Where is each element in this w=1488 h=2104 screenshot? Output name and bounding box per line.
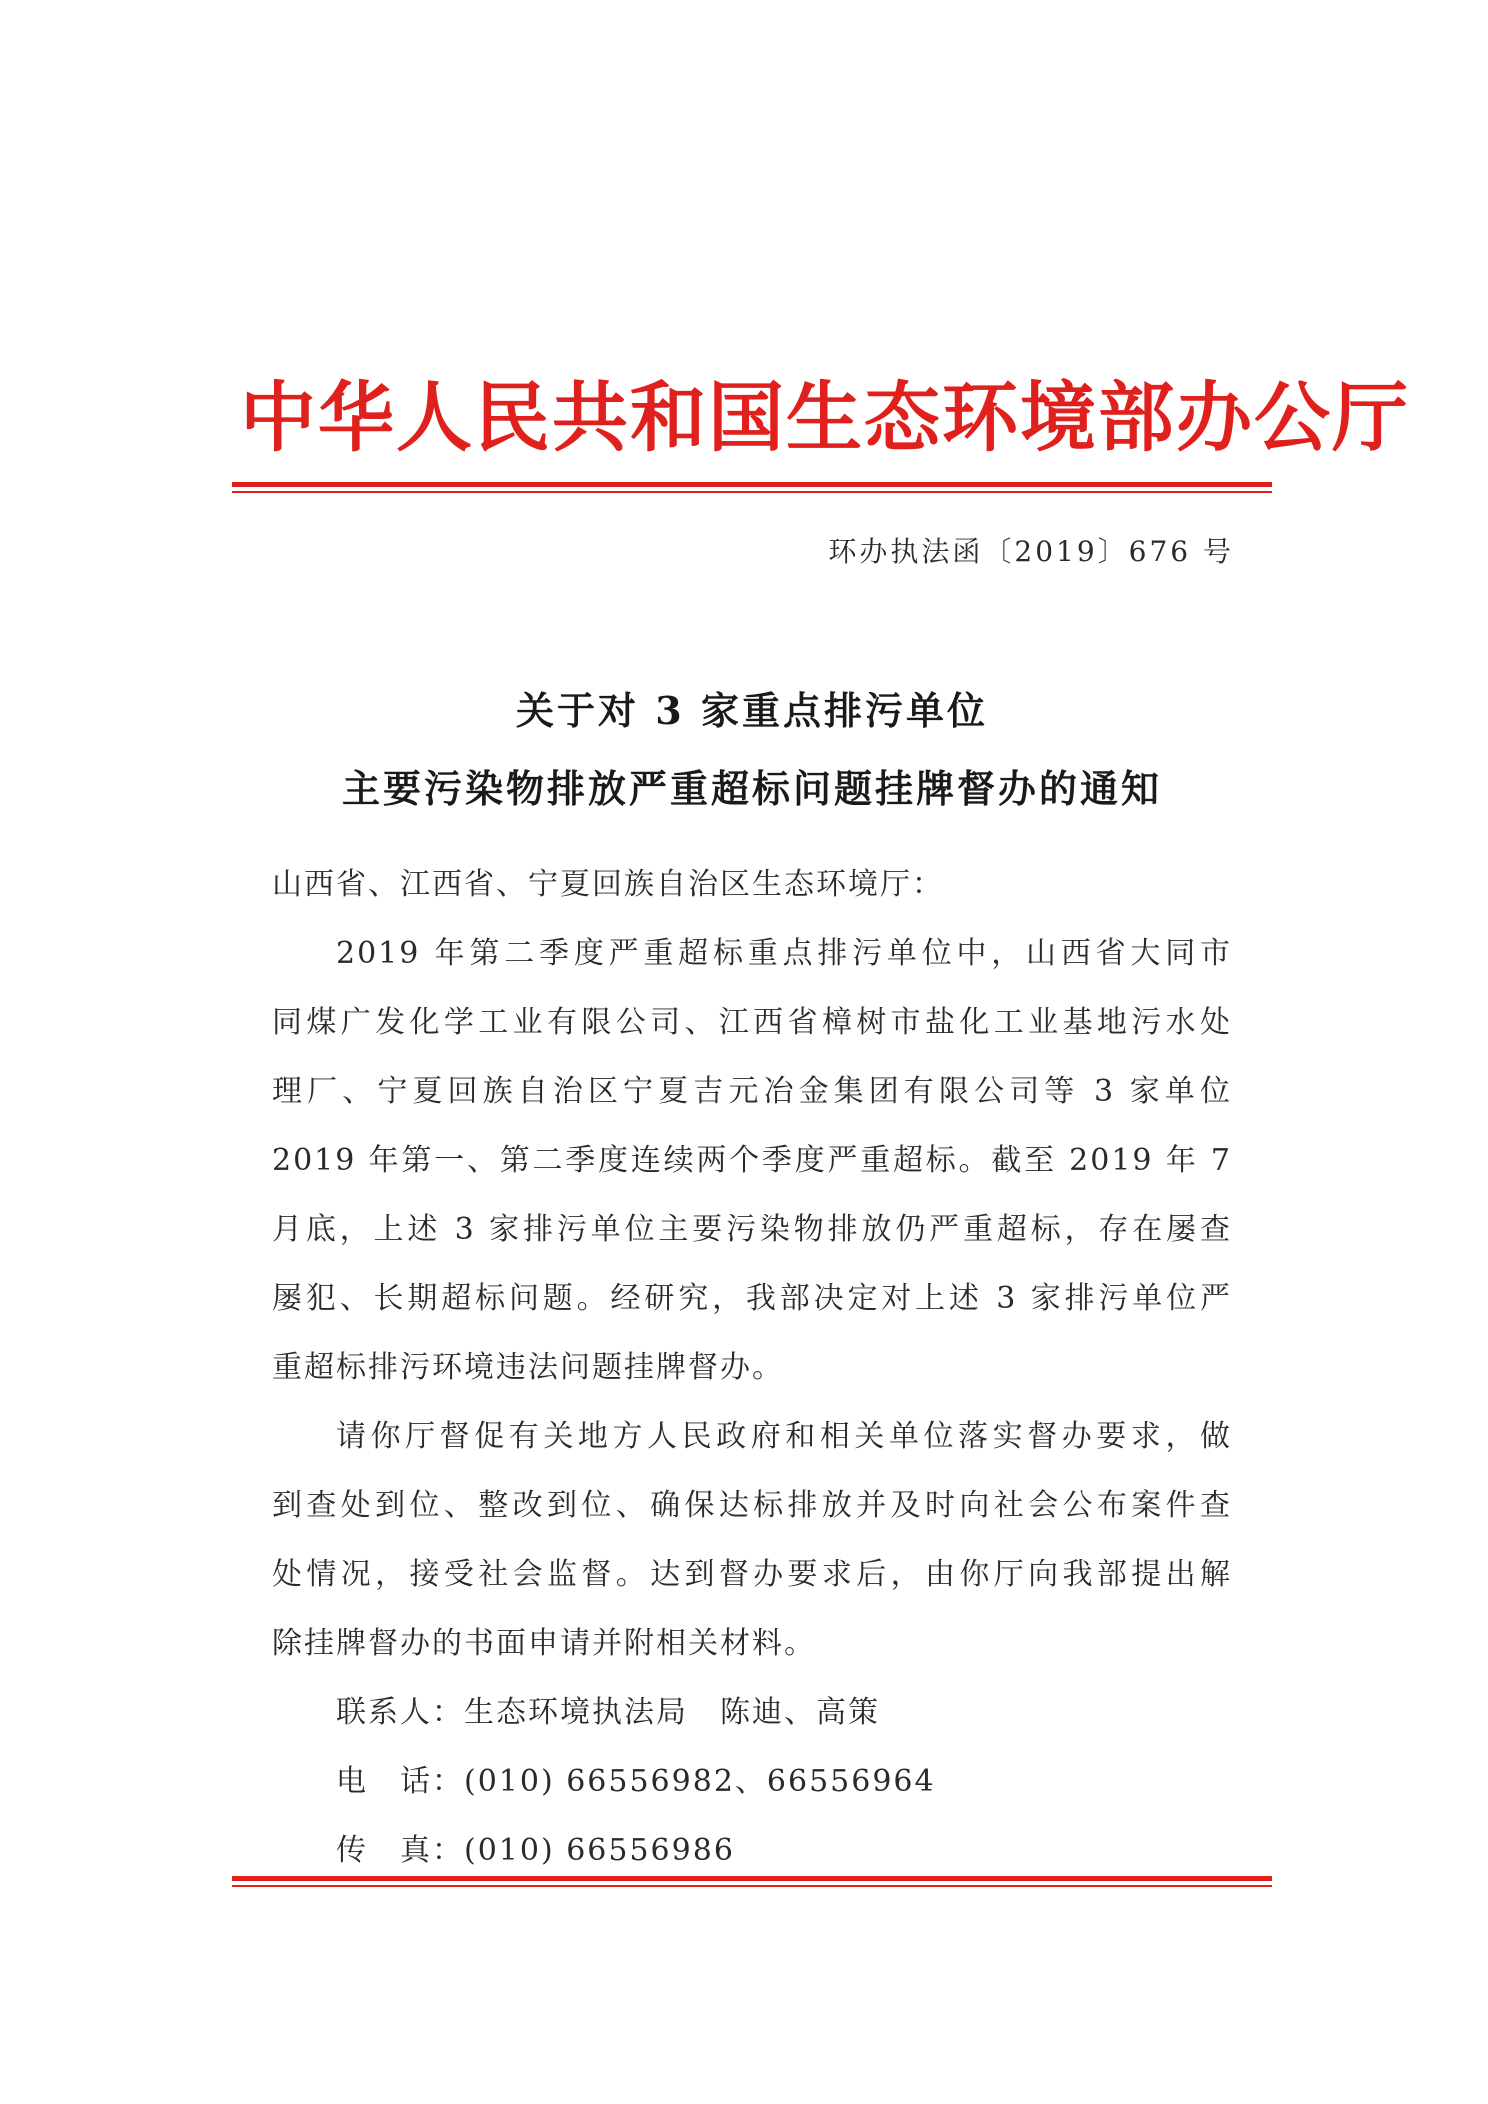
document-title-line-2: 主要污染物排放严重超标问题挂牌督办的通知 [341, 766, 1162, 811]
contact-phone: 电 话：(010) 66556982、66556964 [336, 1764, 936, 1799]
contact-fax: 传 真：(010) 66556986 [336, 1833, 735, 1868]
addressee: 山西省、江西省、宁夏回族自治区生态环境厅： [272, 867, 944, 902]
footer-red-rule [232, 1876, 1272, 1887]
document-number: 环办执法函〔2019〕676 号 [828, 535, 1234, 568]
paragraph-2-line: 到查处到位、整改到位、确保达标排放并及时向社会公布案件查 [272, 1488, 1232, 1523]
document-body [272, 850, 1232, 1885]
header-red-rule [232, 482, 1272, 493]
paragraph-1-line: 2019 年第二季度严重超标重点排污单位中，山西省大同市 [336, 936, 1232, 971]
paragraph-1-line: 2019 年第一、第二季度连续两个季度严重超标。截至 2019 年 7 [272, 1143, 1232, 1178]
rule-thin-line [232, 1885, 1272, 1887]
paragraph-1-line: 月底，上述 3 家排污单位主要污染物排放仍严重超标，存在屡查 [272, 1212, 1232, 1247]
paragraph-2-line: 请你厅督促有关地方人民政府和相关单位落实督办要求，做 [336, 1419, 1232, 1454]
issuer-masthead: 中华人民共和国生态环境部办公厅 [240, 373, 1410, 462]
contact-person: 联系人：生态环境执法局 陈迪、高策 [336, 1695, 880, 1730]
paragraph-1-line: 重超标排污环境违法问题挂牌督办。 [272, 1350, 784, 1385]
rule-thick-line [232, 1876, 1272, 1881]
rule-thick-line [232, 482, 1272, 487]
paragraph-2-line: 处情况，接受社会监督。达到督办要求后，由你厅向我部提出解 [272, 1557, 1232, 1592]
paragraph-2-line: 除挂牌督办的书面申请并附相关材料。 [272, 1626, 816, 1661]
paragraph-1-line: 屡犯、长期超标问题。经研究，我部决定对上述 3 家排污单位严 [272, 1281, 1232, 1316]
rule-thin-line [232, 491, 1272, 493]
paragraph-1-line: 理厂、宁夏回族自治区宁夏吉元冶金集团有限公司等 3 家单位 [272, 1074, 1232, 1109]
document-title-line-1: 关于对 3 家重点排污单位 [516, 688, 988, 733]
paragraph-1-line: 同煤广发化学工业有限公司、江西省樟树市盐化工业基地污水处 [272, 1005, 1232, 1040]
